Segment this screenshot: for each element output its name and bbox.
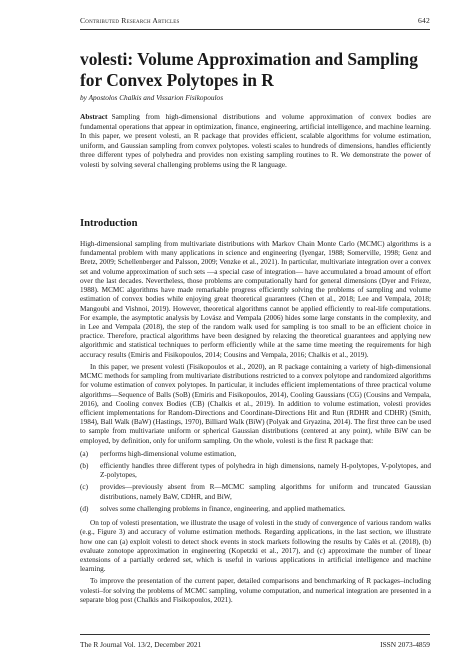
paragraph-2: In this paper, we present volesti (Fisikopoulos et al., 2020), an R package containing a variety of high-dimensional MCMC methods for sampling from multivariate distributions restricted to a convex polytope and randomized algorithms for volume estimation of convex polytopes. In particular, it includes efficient implementations of three practical volume algorithms—Sequence of Balls (SoB) (Emiris and Fisikopoulos, 2014), Cooling Gaussians (CG) (Cousins and Vempala, 2016), and Cooling convex Bodies (CB) (Chalkis et al., 2019). In addition to volume estimation, volesti provides efficient implementations for Random-Directions and Coordinate-Directions Hit and Run (RDHR and CDHR) (Smith, 1984), Ball Walk (BaW) (Hastings, 1970), Billiard Walk (BiW) (Polyak and Gryazina, 2014). The first three can be used to sample from multivariate uniform or spherical Gaussian distributions (centered at any point), while BiW can be employed, by definition, only for uniform sampling. On the whole, volesti is the first R package that:	[80, 362, 431, 445]
paragraph-3: On top of volesti presentation, we illustrate the usage of volesti in the study of convergence of various random walks (e.g., Figure 3) and accuracy of volume estimation methods. Regarding applications, in the last section, we illustrate how one can (a) exploit volesti to detect shock events in stock markets following the results by Calès et al. (2018), (b) evaluate zonotope approximation in engineering (Kopetzki et al., 2017), and (c) approximate the number of linear extensions of a partially ordered set, which is useful in various applications in artificial intelligence and machine learning.	[80, 519, 431, 574]
list-item	[80, 505, 431, 514]
list-marker: (d)	[80, 504, 89, 513]
list-marker: (c)	[80, 483, 89, 492]
page-number: 642	[418, 16, 430, 25]
body-text	[80, 240, 431, 608]
header-rule	[80, 29, 430, 30]
list-item	[80, 462, 431, 480]
paragraph-4: To improve the presentation of the current paper, detailed comparisons and benchmarking of R packages–including volesti–for solving the problems of MCMC sampling, volume computation, and numerical integration are presented in a separate blog post (Chalkis and Fisikopoulos, 2021).	[80, 577, 431, 604]
list-text: efficiently handles three different types of polyhedra in high dimensions, namely H-polytopes, V-polytopes, and Z-polytopes,	[100, 462, 431, 480]
abstract	[80, 112, 431, 169]
section-heading-introduction: Introduction	[80, 218, 138, 229]
list-item	[80, 450, 431, 459]
journal-section: Contributed Research Articles	[80, 16, 180, 25]
list-text: provides—previously absent from R—MCMC sampling algorithms for uniform and truncated Gaussian distributions, namely BaW, CDHR, and BiW,	[100, 483, 431, 501]
paragraph-1: High-dimensional sampling from multivariate distributions with Markov Chain Monte Carlo (MCMC) algorithms is a fundamental problem with many applications in science and engineering (Iyengar, 1988; Somerville, 1998; Genz and Bretz, 2009; Schellenberger and Palsson, 2009; Venzke et al., 2021). In particular, multivariate integration over a convex set and volume approximation of such sets —a special case of integration— have accumulated a broad amount of effort over the last decades. Nevertheless, those problems are computationally hard for general dimensions (Dyer and Frieze, 1988). MCMC algorithms have made remarkable progress efficiently solving the problems of sampling and volume estimation of convex bodies while enjoying great theoretical guarantees (Chen et al., 2018; Lee and Vempala, 2018; Mangoubi and Vishnoi, 2019). However, theoretical algorithms cannot be applied efficiently to real-life computations. For example, the asymptotic analysis by Lovász and Vempala (2006) hides some large constants in the complexity, and in Lee and Vempala (2018), the step of the random walk used for sampling is too small to be an efficient choice in practice. Therefore, practical algorithms have been designed by relaxing the theoretical guarantees and applying new algorithmic and statistical techniques to perform efficiently while at the same time meeting the requirements for high accuracy results (Emiris and Fisikopoulos, 2014; Cousins and Vempala, 2016; Chalkis et al., 2019).	[80, 240, 431, 359]
running-footer	[80, 640, 430, 649]
feature-list	[80, 450, 431, 514]
abstract-label: Abstract	[80, 112, 108, 121]
issn: ISSN 2073-4859	[380, 640, 430, 649]
running-header	[80, 16, 430, 25]
paper-title: volesti: Volume Approximation and Sampling for Convex Polytopes in R	[80, 49, 418, 90]
list-item	[80, 483, 431, 501]
abstract-text: Sampling from high-dimensional distributions and volume approximation of convex bodies are fundamental operations that appear in optimization, finance, engineering, artificial intelligence, and machine learning. In this paper, we present volesti, an R package that provides efficient, scalable algorithms for volume estimation, uniform, and Gaussian sampling from convex polytopes. volesti scales to hundreds of dimensions, handles efficiently three different types of polyhedra and provides non existing sampling routines to R. We demonstrate the power of volesti by solving several challenging problems using the R language.	[80, 112, 431, 169]
journal-issue: The R Journal Vol. 13/2, December 2021	[80, 640, 202, 649]
list-text: solves some challenging problems in finance, engineering, and applied mathematics.	[100, 504, 346, 513]
list-marker: (a)	[80, 449, 89, 458]
authors: by Apostolos Chalkis and Vissarion Fisikopoulos	[80, 93, 224, 102]
list-text: performs high-dimensional volume estimation,	[100, 449, 237, 458]
list-marker: (b)	[80, 462, 89, 471]
footer-rule	[80, 634, 430, 635]
